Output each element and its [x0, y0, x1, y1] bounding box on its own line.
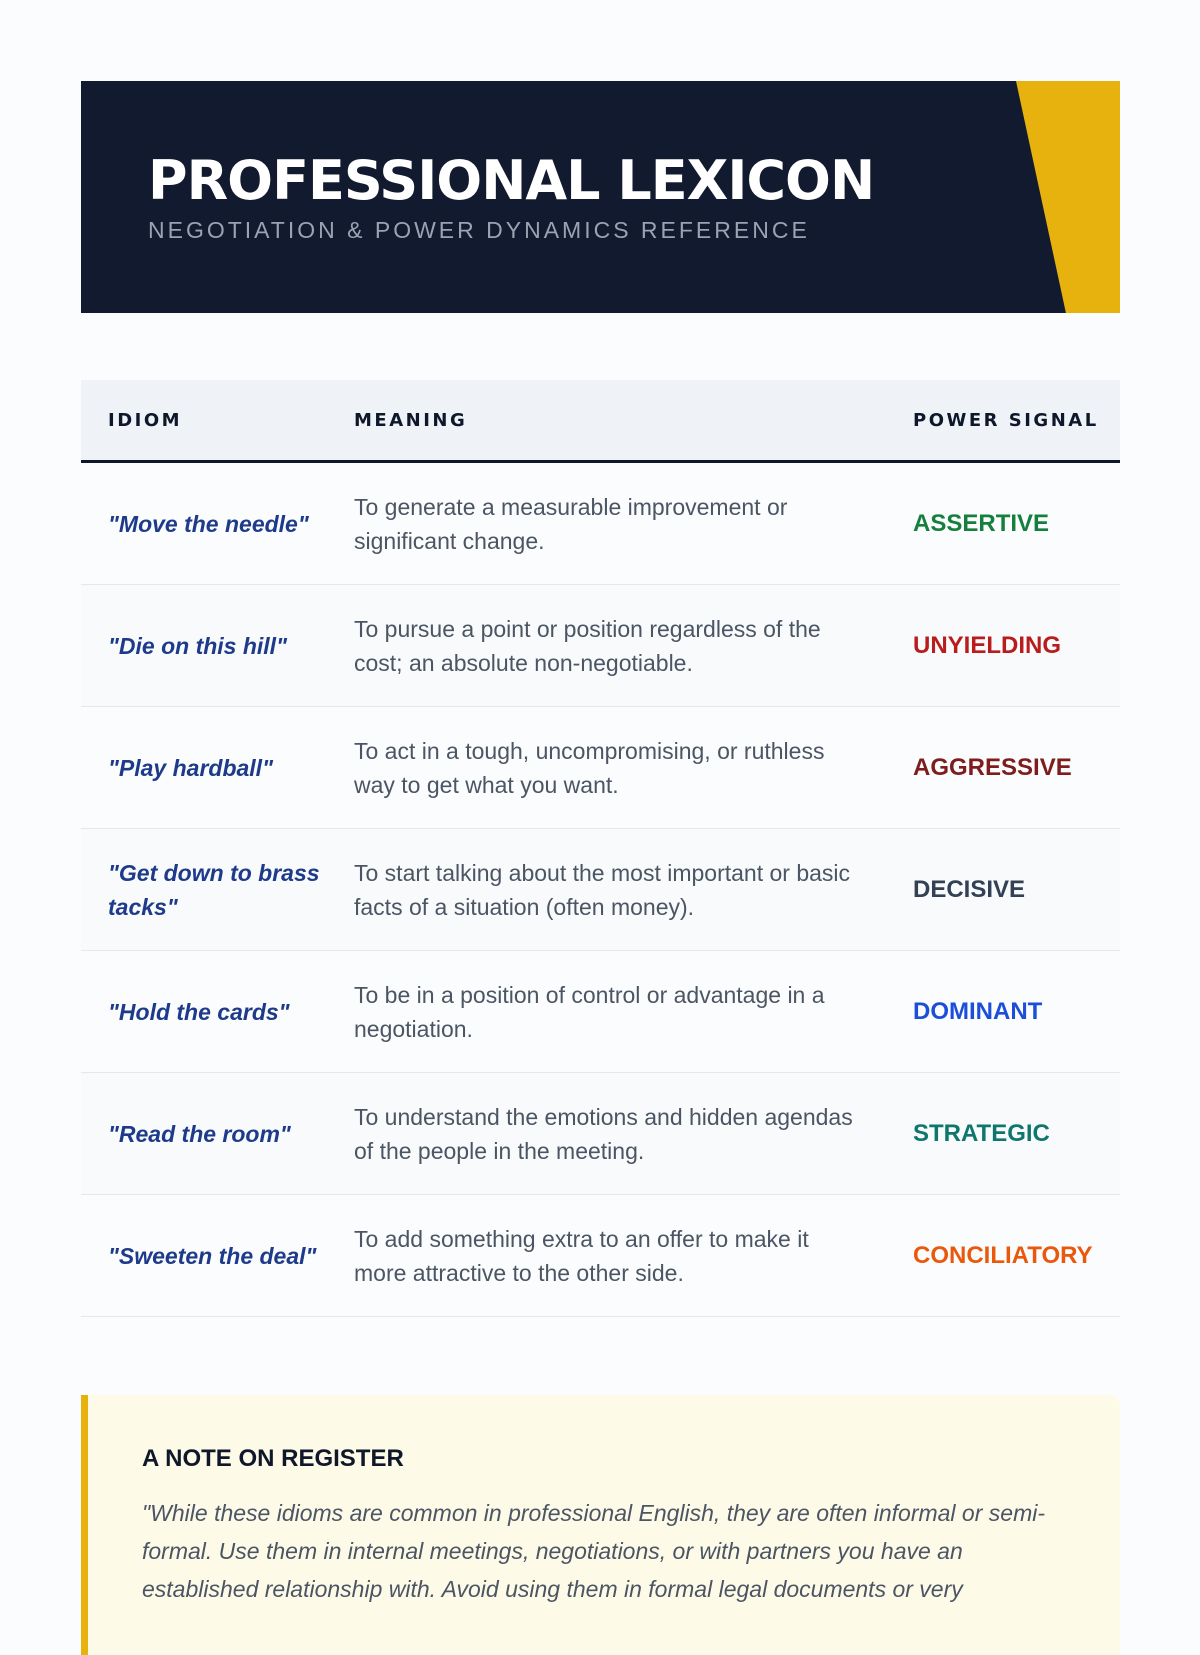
- page: [81, 81, 1120, 1602]
- power-signal-cell: AGGRESSIVE: [913, 753, 1072, 781]
- meaning-cell: To understand the emotions and hidden agendas of the people in the meeting.: [354, 1103, 853, 1164]
- table-row: [81, 1195, 1120, 1317]
- table-header-row: [81, 380, 1120, 463]
- header-banner: [81, 81, 1120, 313]
- idiom-cell: "Die on this hill": [108, 632, 287, 659]
- idiom-cell: "Read the room": [108, 1120, 291, 1147]
- idiom-cell: "Play hardball": [108, 754, 273, 781]
- idiom-cell: "Get down to brass tacks": [108, 859, 320, 920]
- meaning-cell: To start talking about the most important or basic facts of a situation (often money).: [354, 859, 851, 920]
- table-row: [81, 585, 1120, 707]
- note-body: "While these idioms are common in professional English, they are often informal or semi-formal. Use them in internal meetings, negotiations, or with partners you have an established relationship with. Avoid using them in formal legal documents or very: [142, 1500, 1045, 1602]
- register-note: [81, 1395, 1120, 1655]
- idiom-cell: "Sweeten the deal": [108, 1242, 317, 1269]
- power-signal-cell: UNYIELDING: [913, 631, 1062, 659]
- table-row: [81, 1073, 1120, 1195]
- column-header-idiom: IDIOM: [108, 409, 183, 431]
- column-header-meaning: MEANING: [354, 409, 468, 431]
- column-header-power-signal: POWER SIGNAL: [913, 409, 1099, 431]
- power-signal-cell: CONCILIATORY: [913, 1241, 1093, 1269]
- meaning-cell: To add something extra to an offer to make it more attractive to the other side.: [354, 1225, 809, 1286]
- power-signal-cell: DECISIVE: [913, 875, 1026, 903]
- meaning-cell: To be in a position of control or advantage in a negotiation.: [354, 981, 825, 1042]
- idiom-cell: "Hold the cards": [108, 998, 290, 1025]
- power-signal-cell: STRATEGIC: [913, 1119, 1050, 1147]
- page-subtitle: NEGOTIATION & POWER DYNAMICS REFERENCE: [148, 217, 810, 243]
- meaning-cell: To generate a measurable improvement or significant change.: [354, 493, 788, 554]
- meaning-cell: To pursue a point or position regardless of the cost; an absolute non-negotiable.: [354, 615, 821, 676]
- power-signal-cell: ASSERTIVE: [913, 509, 1050, 537]
- power-signal-cell: DOMINANT: [913, 997, 1043, 1025]
- lexicon-table: [81, 380, 1120, 1317]
- table-row: [81, 707, 1120, 829]
- meaning-cell: To act in a tough, uncompromising, or ruthless way to get what you want.: [354, 737, 825, 798]
- page-title: PROFESSIONAL LEXICON: [148, 149, 875, 212]
- idiom-cell: "Move the needle": [108, 510, 309, 537]
- table-row: [81, 463, 1120, 585]
- table-row: [81, 951, 1120, 1073]
- note-title: A NOTE ON REGISTER: [142, 1445, 404, 1472]
- table-row: [81, 829, 1120, 951]
- banner-accent-stripe: [1016, 81, 1120, 313]
